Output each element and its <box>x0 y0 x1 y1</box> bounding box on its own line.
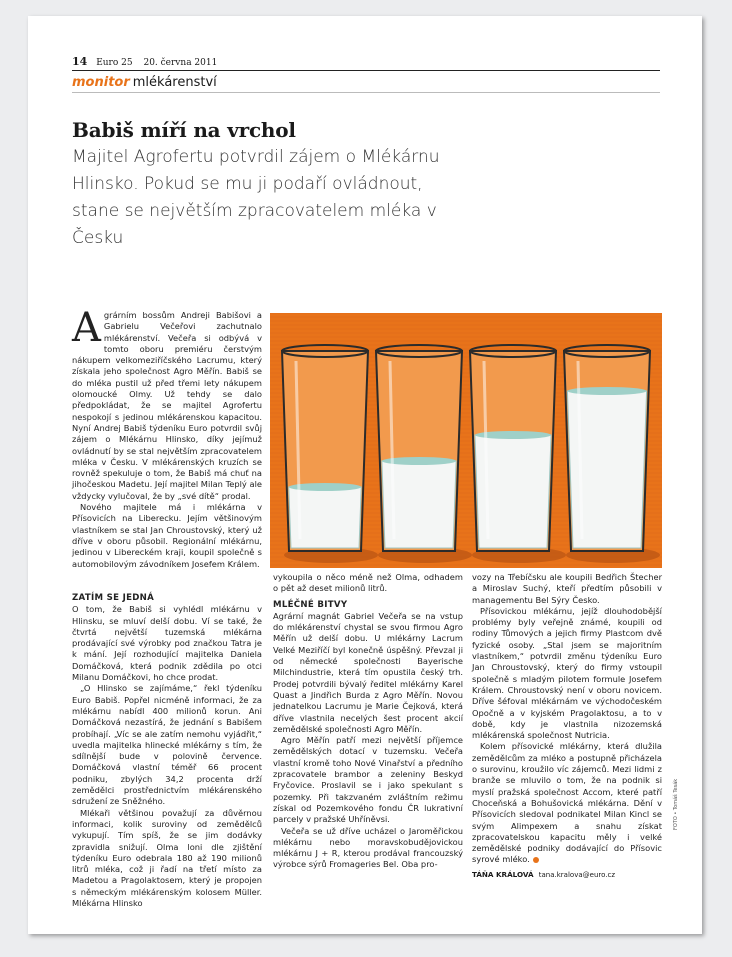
page-number: 14 <box>72 55 88 68</box>
section-rule <box>72 92 660 93</box>
paragraph: Agrární magnát Gabriel Večeřa se na vstup do mlékárenství chystal se svou firmou Agro Měřín už delší dobu. U mlékárny Lacrum Velké Meziříčí byl konečně úspěšný. Převzal ji od německé společnosti Bayerische Milchindustrie, která tím opustila český trh. Prodej potvrdili bývalý ředitel mlékárny Karel Quast a Jindřich Burda z Agro Měřín. Novou jednatelkou Lacrumu je Marie Čejková, která dříve vlastnila necelých šest procent akcií zemědělské společnosti Agro Měřín. <box>273 610 463 734</box>
issue-date: 20. června 2011 <box>143 58 218 68</box>
section-name: mlékárenství <box>132 75 217 90</box>
milk-glasses-icon <box>270 313 662 568</box>
drop-cap: A <box>72 305 101 351</box>
milk-glasses-photo <box>270 313 662 568</box>
byline <box>472 870 615 879</box>
column-2 <box>273 572 463 871</box>
paragraph: Agro Měřín patří mezi největší příjemce zemědělských dotací v tuzemsku. Večeřa vlastní kromě toho Nové Vinařství a předního zpracovatele brambor a zeleniny Beskyd Fryčovice. Proslavil se i jako spekulant s pozemky. Při takzvaném zvláštním režimu získal od Pozemkového fondu ČR lukrativní parcely v pražské Uhříněvsi. <box>273 735 463 825</box>
column-1-bottom <box>72 588 262 909</box>
article-title: Babiš míří na vrchol <box>72 118 296 142</box>
end-mark-icon <box>533 857 539 863</box>
paragraph <box>472 741 662 865</box>
paragraph: Přísovickou mlékárnu, jejíž dlouhodobější problémy byly veřejně známé, koupili od rodiny Tůmových a jejich firmy Plastcom dvě fyzické osoby. „Stal jsem se majoritním vlastníkem,“ potvrdil změnu týdeníku Euro Jan Chroustovský, který do firmy vstoupil společně s mladým pilotem formule Josefem Králem. Chroustovský není v oboru novicem. Dříve šéfoval mlékárnám ve východočeském Opočně a v kyjském Pragolaktosu, a to v době, kdy je vlastnila nizozemská mlékárenská společnost Nutricia. <box>472 605 662 741</box>
paragraph: vozy na Třebíčsku ale koupili Bedřich Štecher a Miroslav Suchý, kteří předtím působili v managementu Bel Sýry Česko. <box>472 572 662 605</box>
header-rule <box>72 70 660 71</box>
paragraph: O tom, že Babiš si vyhlédl mlékárnu v Hlinsku, se mluví delší dobu. Ví se také, že čtvrtá největší tuzemská mlékárna prodávající své výrobky pod značkou Tatra je k mání. Její rozhodující majitelka Daniela Domáčková, která podnik zdědila po otci Milanu Domáčkovi, ho chce prodat. <box>72 604 262 683</box>
magazine-name: Euro 25 <box>96 58 133 68</box>
photo-credit: FOTO • Tomáš Tesák <box>673 778 679 830</box>
column-3 <box>472 572 662 866</box>
paragraph: Nového majitele má i mlékárna v Přísovicích na Liberecku. Jejím většinovým vlastníkem se stal Jan Chroustovský, který už dříve v oboru působil. Regionální mlékárnu, jedinou v Libereckém kraji, koupil společně s automobilovým závodníkem Josefem Králem. <box>72 502 262 569</box>
section-tag: monitor <box>72 75 130 90</box>
subheading: ZATÍM SE JEDNÁ <box>72 593 155 603</box>
paragraph-text: Kolem přísovické mlékárny, která dlužila zemědělcům za mléko a postupně přicházela o surovinu, kroužilo víc zájemců. Mezi lidmi z branže se mluvilo o tom, že na podnik si myslí pražská společnost Accom, které patří Choceňská a Bohušovická mlékárna. Dění v Přísovicích sledoval podnikatel Milan Kincl se svým Alimpexem a snahu získat zpracovatelskou kapacitu měly i velké zemědělské podniky dodávající do Přísovic syrové mléko. <box>472 741 662 865</box>
column-1-top <box>72 305 262 570</box>
paragraph: Mlékaři většinou považují za důvěrnou informaci, kolik suroviny od zemědělců vykupují. Tím spíš, že se jim dodávky zpravidla snižují. Olma loni dle zjištění týdeníku Euro odebrala 180 až 190 milionů litrů mléka, což ji řadí na třetí místo za Madetou a Pragolaktosem, který je propojen s německým mlékárenským kolosem Müller. Mlékárna Hlinsko <box>72 807 262 909</box>
paragraph: vykoupila o něco méně než Olma, odhadem o pět až deset milionů litrů. <box>273 572 463 594</box>
article-deck: Majitel Agrofertu potvrdil zájem o Mlékárnu Hlinsko. Pokud se mu ji podaří ovládnout, stane se největším zpracovatelem mléka v Česku <box>72 147 440 248</box>
paragraph: Večeřa se už dříve ucházel o Jaroměřickou mlékárnu nebo moravskobudějovickou mlékárnu J + R, kterou prodával francouzský výrobce sýrů Fromageries Bel. Oba pro- <box>273 825 463 870</box>
paragraph: „O Hlinsko se zajímáme,“ řekl týdeníku Euro Babiš. Popřel nicméně informaci, že za mlékárnu nabídl 400 milionů korun. Ani Domáčková nezastírá, že jednání s Babišem probíhají. „Víc se ale zatím nemohu vyjádřit,“ uvedla majitelka hlinecké mlékárny s tím, že sdílnější bude v polovině července. Domáčková vlastní téměř 66 procent podniku, zbylých 34,2 procenta drží zemědělci prostřednictvím mlékárenského sdružení ze Sněžného. <box>72 683 262 807</box>
paragraph: grárním bossům Andreji Babišovi a Gabrielu Večeřovi zachutnalo mlékárenství. Večeřa si odbývá v tomto oboru premiéru čerstvým nákupem velkomeziříčského Lacrumu, který získala jeho společnost Agro Měřín. Babiš se do mléka pustil už před třemi lety nákupem olomoucké Olmy. Už tehdy se dalo předpokládat, že se majitel Agrofertu nespokojí s jedinou mlékárenskou kapacitou. Nyní Andrej Babiš týdeníku Euro potvrdil svůj zájem o Mlékárnu Hlinsko, díky jejímuž ovládnutí by se stal největším zpracovatelem mléka v Česku. V mlékárenských kruzích se rovněž spekuluje o tom, že Babiš má chuť na jihočeskou Madetu. Její majitel Milan Teplý ale vždycky vylučoval, že by „své dítě“ prodal. <box>72 310 262 501</box>
section-label <box>72 75 217 90</box>
author-email[interactable]: tana.kralova@euro.cz <box>538 871 616 879</box>
author-name: TÁŇA KRÁLOVÁ <box>472 870 534 879</box>
subheading: MLÉČNÉ BITVY <box>273 599 348 610</box>
page-header <box>72 55 225 68</box>
